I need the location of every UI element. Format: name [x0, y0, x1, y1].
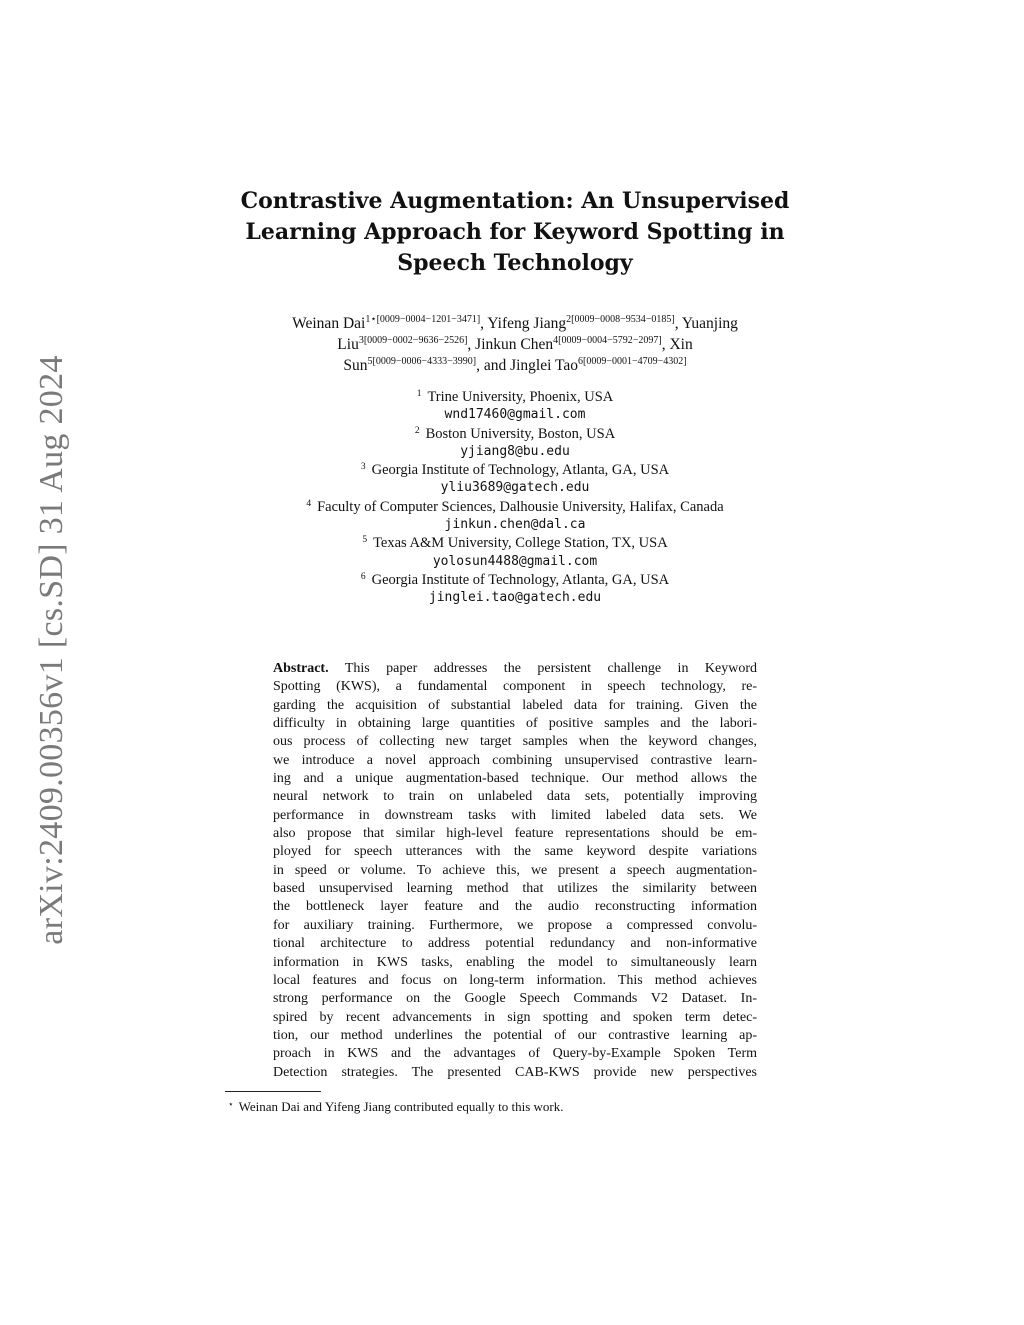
affiliation-institution: Faculty of Computer Sciences, Dalhousie University, Halifax, Canada — [317, 498, 724, 515]
abstract-line: Detection strategies. The presented CAB-KWS provide new perspectives — [273, 1064, 757, 1080]
author-orcid: 5[0009−0006−4333−3990] — [367, 356, 477, 367]
affiliation-institution: Texas A&M University, College Station, TX, USA — [373, 535, 668, 552]
title-line-2: Learning Approach for Keyword Spotting in — [245, 219, 785, 245]
abstract-line: difficulty in obtaining large quantities of positive samples and the labori- — [273, 716, 757, 732]
author-orcid: 1⋆[0009−0004−1201−3471] — [365, 314, 481, 325]
abstract-line: tional architecture to address potential redundancy and non-informative — [273, 936, 757, 952]
affiliation-email: yolosun4488@gmail.com — [432, 553, 598, 569]
paper-title — [230, 186, 800, 279]
author-name: Liu — [337, 336, 359, 353]
affiliation-email: jinkun.chen@dal.ca — [444, 517, 586, 533]
author-orcid: 6[0009−0001−4709−4302] — [578, 356, 687, 367]
footnote — [228, 1095, 788, 1116]
abstract-line: for auxiliary training. Furthermore, we propose a compressed convolu- — [273, 917, 757, 933]
affiliation-email: yjiang8@bu.edu — [460, 443, 570, 459]
affiliation-email: yliu3689@gatech.edu — [440, 480, 590, 496]
affiliation-email: jinglei.tao@gatech.edu — [428, 590, 602, 606]
author-line-2 — [210, 334, 820, 355]
abstract-line: also propose that similar high-level feature representations should be em- — [273, 826, 757, 842]
affiliation-list — [220, 388, 810, 608]
abstract-line: performance in downstream tasks with limited labeled data sets. We — [273, 807, 757, 823]
affiliation-email: wnd17460@gmail.com — [444, 407, 586, 423]
affiliation-5 — [220, 534, 810, 552]
author-name: , Jinkun Chen — [467, 336, 554, 353]
affiliation-institution: Georgia Institute of Technology, Atlanta, GA, USA — [371, 462, 670, 479]
abstract-line: tion, our method underlines the potential of our contrastive learning ap- — [273, 1027, 757, 1043]
abstract-label: Abstract. — [273, 661, 329, 676]
author-line-3 — [210, 355, 820, 376]
abstract-line: Spotting (KWS), a fundamental component in speech technology, re- — [273, 679, 757, 695]
abstract-line: strong performance on the Google Speech Commands V2 Dataset. In- — [273, 991, 757, 1007]
affiliation-institution: Boston University, Boston, USA — [425, 425, 616, 442]
author-orcid: 3[0009−0002−9636−2526] — [358, 335, 468, 346]
abstract-line: based unsupervised learning method that utilizes the similarity between — [273, 881, 757, 897]
author-name: , Yifeng Jiang — [480, 315, 567, 332]
author-name: Sun — [343, 357, 368, 374]
abstract — [273, 660, 757, 1082]
affiliation-number: 1 — [416, 389, 422, 399]
author-line-1 — [210, 313, 820, 334]
affiliation-institution: Trine University, Phoenix, USA — [427, 389, 614, 405]
abstract-line: garding the acquisition of substantial labeled data for training. Given the — [273, 697, 757, 713]
abstract-line: information in KWS tasks, enabling the model to simultaneously learn — [273, 954, 757, 970]
footnote-text: Weinan Dai and Yifeng Jiang contributed equally to this work. — [238, 1099, 564, 1114]
author-name: , Xin — [661, 336, 693, 353]
affiliation-number: 2 — [414, 425, 420, 436]
affiliation-number: 3 — [360, 462, 366, 473]
abstract-line: ployed for speech utterances with the same keyword despite variations — [273, 844, 757, 860]
abstract-line: local features and focus on long-term information. This method achieves — [273, 972, 757, 988]
affiliation-number: 6 — [360, 571, 366, 582]
abstract-line: neural network to train on unlabeled data sets, potentially improving — [273, 789, 757, 805]
title-line-3: Speech Technology — [397, 250, 633, 276]
arxiv-identifier: arXiv:2409.00356v1 [cs.SD] 31 Aug 2024 — [33, 355, 70, 945]
author-list — [210, 313, 820, 376]
abstract-line: ous process of collecting new target samples when the keyword changes, — [273, 734, 757, 750]
affiliation-2 — [220, 425, 810, 443]
affiliation-4 — [220, 498, 810, 516]
footnote-mark: ⋆ — [228, 1099, 234, 1109]
author-orcid: 4[0009−0004−5792−2097] — [553, 335, 662, 346]
author-orcid: 2[0009−0008−9534−0185] — [566, 314, 675, 325]
abstract-line: in speed or volume. To achieve this, we present a speech augmentation- — [273, 862, 757, 878]
abstract-line: the bottleneck layer feature and the audio reconstructing information — [273, 899, 757, 915]
footnote-rule — [225, 1091, 321, 1092]
abstract-line: proach in KWS and the advantages of Query-by-Example Spoken Term — [273, 1046, 757, 1062]
abstract-line: ing and a unique augmentation-based technique. Our method allows the — [273, 771, 757, 787]
abstract-line: we introduce a novel approach combining unsupervised contrastive learn- — [273, 752, 757, 768]
affiliation-6 — [220, 571, 810, 589]
abstract-text: This paper addresses the persistent challenge in Keyword — [344, 661, 757, 676]
affiliation-1 — [220, 388, 810, 406]
affiliation-number: 4 — [306, 498, 312, 509]
author-name: , Yuanjing — [674, 315, 738, 332]
affiliation-institution: Georgia Institute of Technology, Atlanta, GA, USA — [371, 571, 670, 588]
title-line-1: Contrastive Augmentation: An Unsupervised — [240, 188, 790, 214]
abstract-line: spired by recent advancements in sign spotting and spoken term detec- — [273, 1009, 757, 1025]
affiliation-3 — [220, 461, 810, 479]
author-name: , and Jinglei Tao — [476, 357, 579, 374]
abstract-line — [273, 660, 757, 678]
author-name: Weinan Dai — [292, 315, 366, 332]
affiliation-number: 5 — [362, 535, 368, 546]
